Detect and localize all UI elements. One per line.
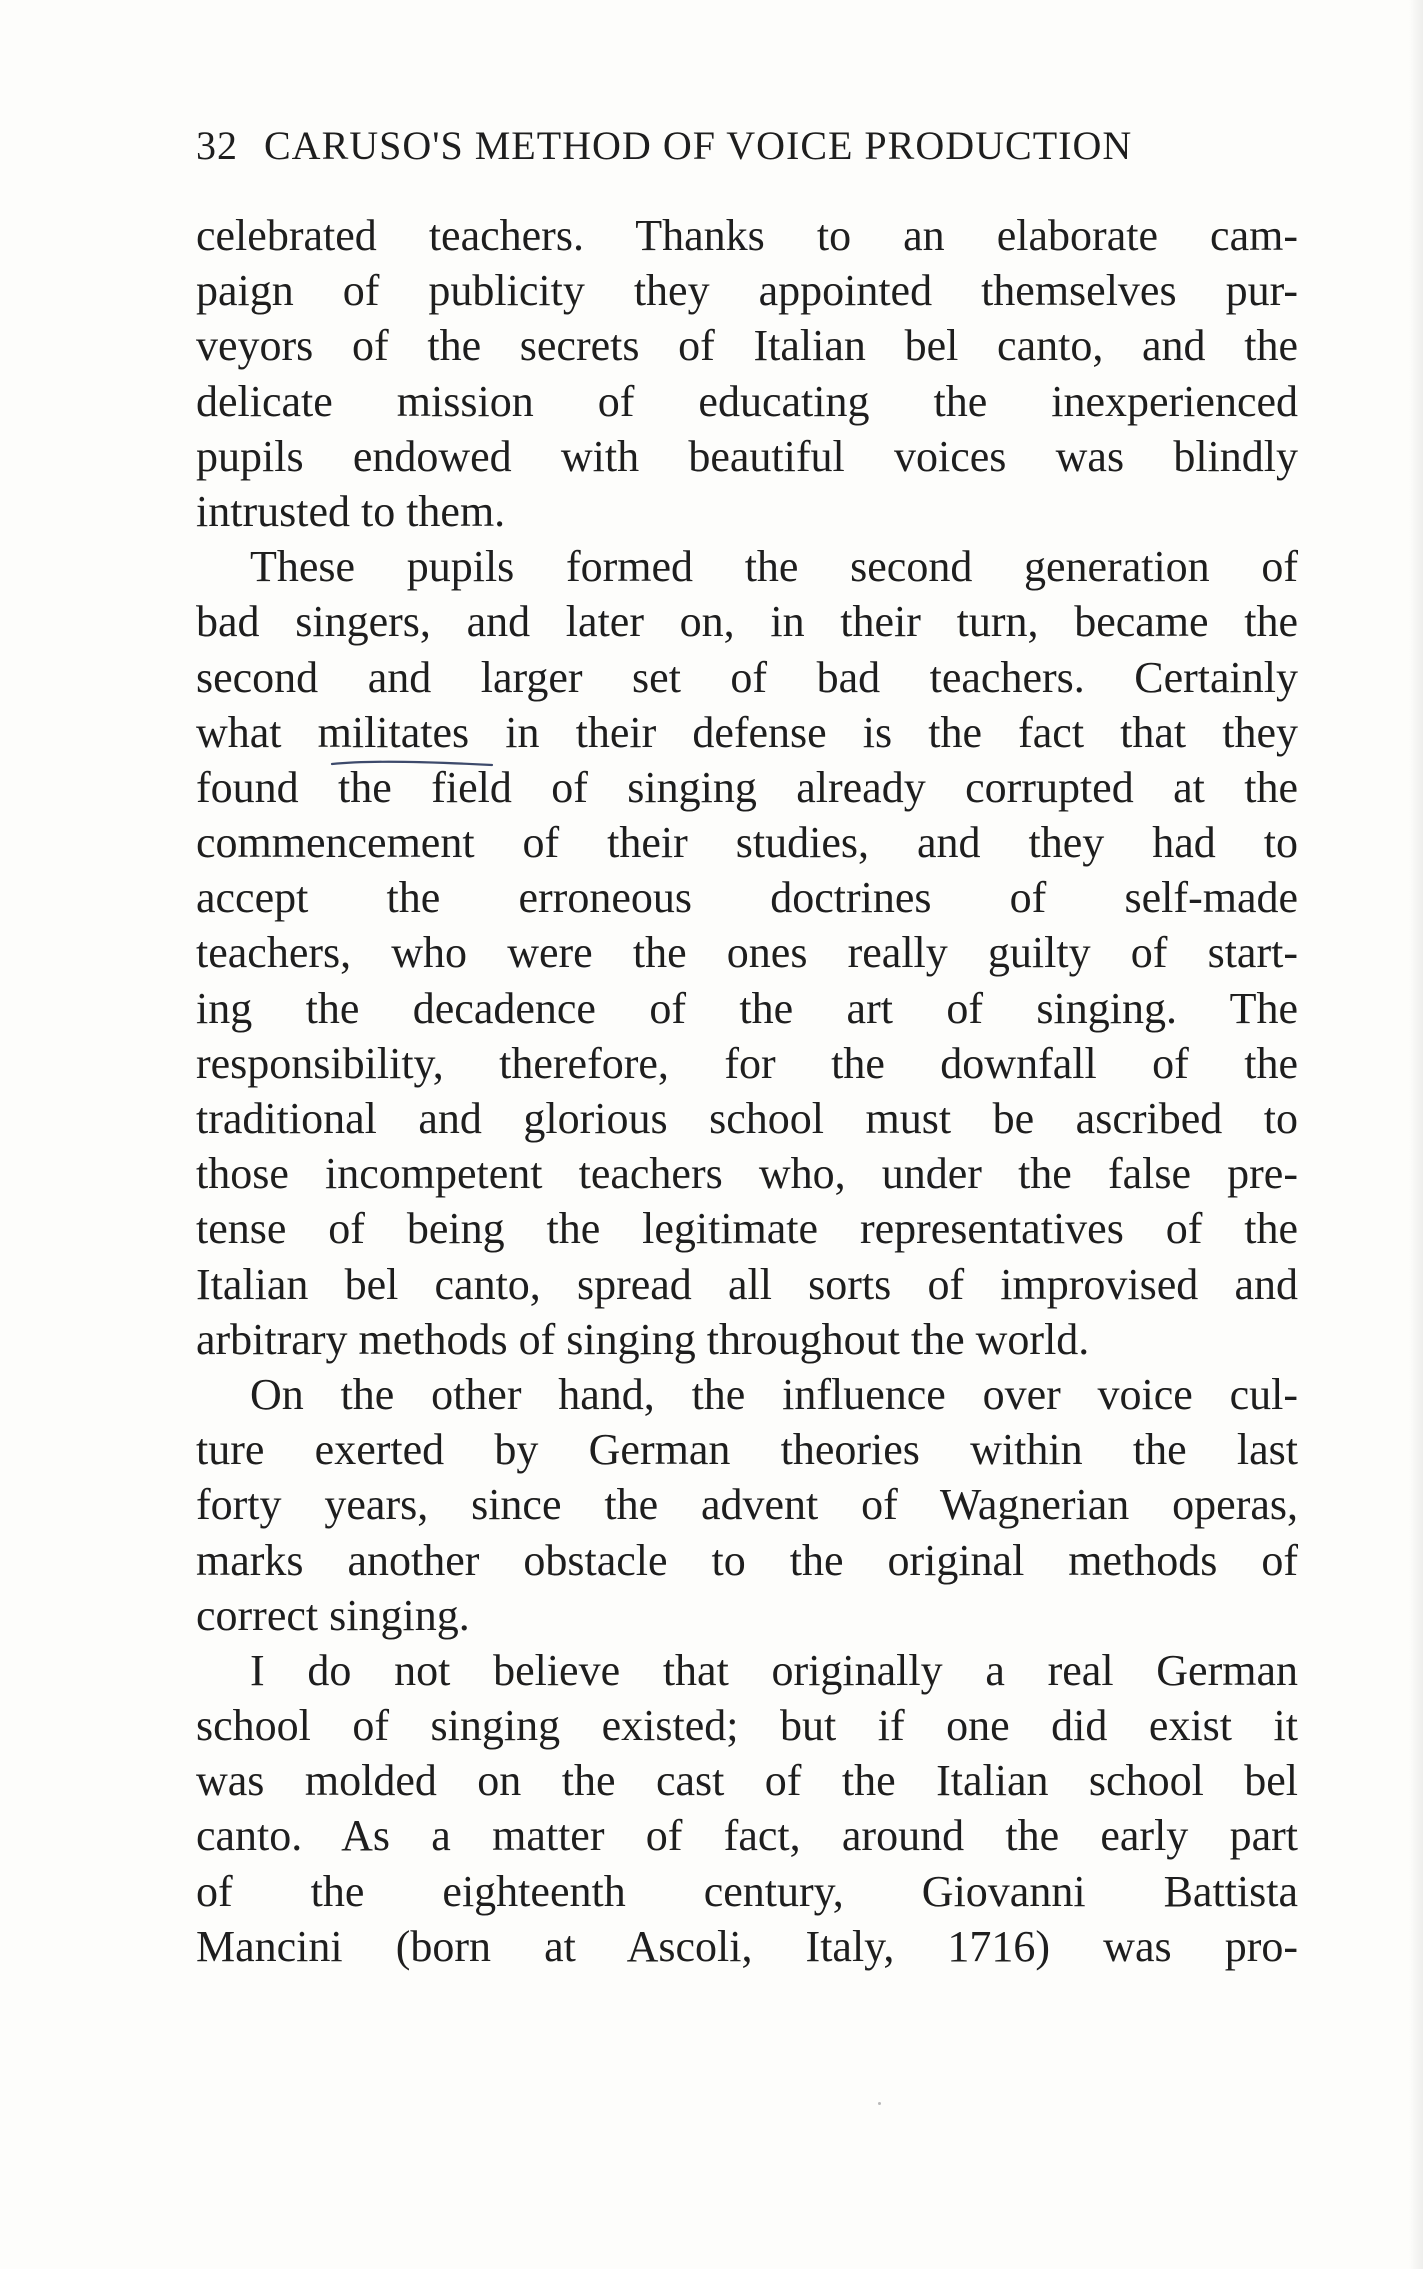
text-line: those incompetent teachers who, under the false pre- [196, 1149, 1298, 1199]
text-line: pupils endowed with beautiful voices was blindly [196, 431, 1298, 481]
text-line: teachers, who were the ones really guilty of start- [196, 928, 1298, 978]
text-line: responsibility, therefore, for the downfall of the [196, 1038, 1298, 1088]
text-line: I do not believe that originally a real German [250, 1645, 1298, 1695]
text-line: arbitrary methods of singing throughout the world. [196, 1314, 1090, 1364]
body-text [196, 208, 1298, 1974]
text-line: what militates in their defense is the fact that they [196, 707, 1298, 757]
text-line: These pupils formed the second generation of [250, 542, 1298, 592]
text-line: paign of publicity they appointed themselves pur- [196, 266, 1298, 316]
text-line: school of singing existed; but if one did exist it [196, 1701, 1298, 1751]
paragraph [196, 1367, 1298, 1643]
text-line: intrusted to them. [196, 486, 506, 536]
paper-speck [878, 2102, 881, 2105]
page-number: 32 [196, 123, 238, 168]
text-line: correct singing. [196, 1590, 470, 1640]
text-line: Italian bel canto, spread all sorts of improvised and [196, 1259, 1298, 1309]
text-line: second and larger set of bad teachers. Certainly [196, 652, 1298, 702]
text-line: forty years, since the advent of Wagnerian operas, [196, 1480, 1298, 1530]
text-line: of the eighteenth century, Giovanni Battista [196, 1866, 1298, 1916]
text-line: On the other hand, the influence over voice cul- [250, 1369, 1298, 1419]
text-line: Mancini (born at Ascoli, Italy, 1716) was pro- [196, 1921, 1298, 1971]
text-line: celebrated teachers. Thanks to an elaborate cam- [196, 211, 1298, 260]
page-edge-shadow [1409, 0, 1423, 2269]
text-line: canto. As a matter of fact, around the early part [196, 1811, 1298, 1861]
text-line: marks another obstacle to the original methods of [196, 1535, 1298, 1585]
handwritten-underline-mark [322, 758, 502, 778]
text-line: was molded on the cast of the Italian school bel [196, 1756, 1298, 1806]
paragraph [196, 539, 1298, 1367]
text-line: tense of being the legitimate representatives of the [196, 1204, 1298, 1254]
text-line: ture exerted by German theories within the last [196, 1425, 1298, 1475]
text-line: veyors of the secrets of Italian bel canto, and the [196, 321, 1298, 371]
text-line: found the field of singing already corrupted at the [196, 762, 1298, 812]
text-line: accept the erroneous doctrines of self-made [196, 873, 1298, 923]
text-line: commencement of their studies, and they had to [196, 818, 1298, 868]
paragraph [196, 1643, 1298, 1974]
text-line: ing the decadence of the art of singing. The [196, 983, 1298, 1033]
running-header [196, 118, 1276, 174]
text-line: traditional and glorious school must be ascribed to [196, 1094, 1298, 1143]
paragraph [196, 208, 1298, 539]
text-line: delicate mission of educating the inexperienced [196, 376, 1298, 426]
text-line: bad singers, and later on, in their turn, became the [196, 597, 1298, 647]
running-title: CARUSO'S METHOD OF VOICE PRODUCTION [264, 123, 1133, 168]
